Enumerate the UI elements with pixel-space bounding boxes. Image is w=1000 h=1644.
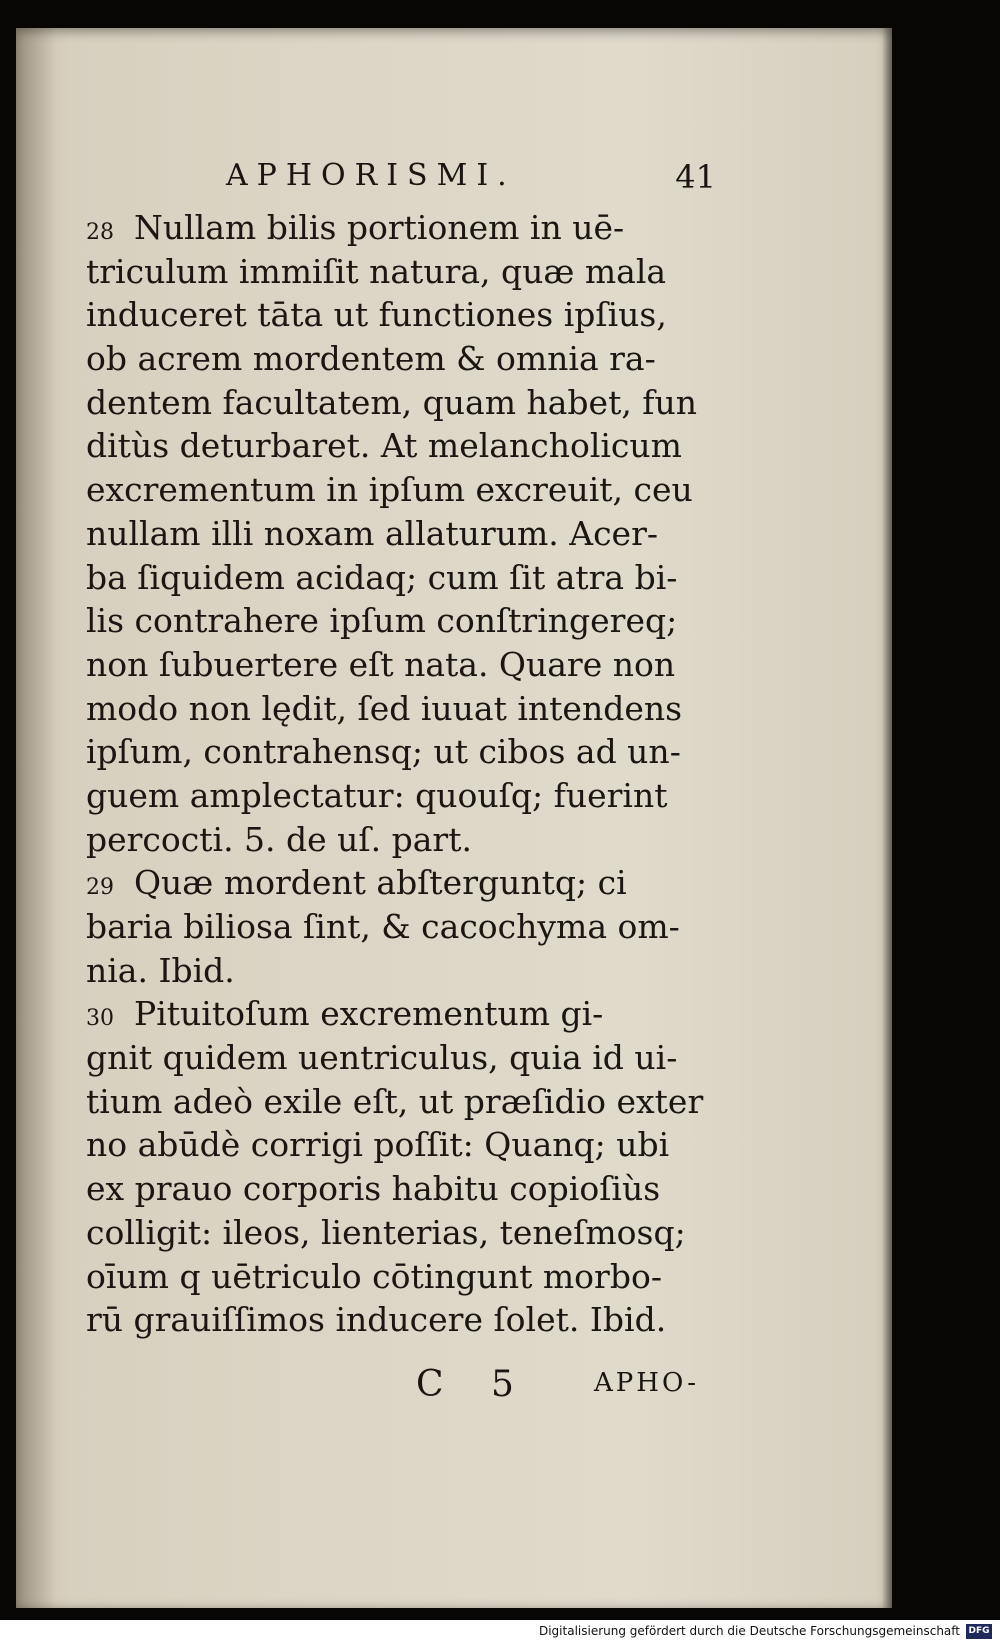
text-line: baria biliosa ſint, & cacochyma om- [86, 907, 680, 946]
page-number: 41 [675, 158, 716, 196]
text-line: gnit quidem uentriculus, quia id ui- [86, 1038, 678, 1078]
catchword: APHO- [594, 1368, 699, 1398]
text-line: non ſubuertere eſt nata. Quare non [86, 644, 676, 684]
aphorism-number: 30 [86, 1006, 114, 1032]
page-footer [416, 1364, 736, 1404]
funding-credit: Digitalisierung gefördert durch die Deutsche Forschungsgemeinschaft [538, 1624, 960, 1638]
page-fore-edge [882, 28, 892, 1608]
text-line: 28 Nullam bilis portionem in uē- [86, 206, 726, 250]
text-line: guem amplectatur: quouſq; fuerint [86, 775, 668, 815]
dfg-logo: DFG [966, 1624, 992, 1639]
aphorism-number: 28 [86, 220, 114, 245]
text-line: oīum q uētriculo cōtingunt morbo- [86, 1256, 662, 1296]
text-line: nia. Ibid. [86, 950, 235, 990]
text-line: 30 Pituitoſum excrementum gi- [86, 992, 726, 1036]
text-line: induceret tāta ut functiones ipſius, [86, 295, 667, 335]
text-line: ditùs deturbaret. At melancholicum [86, 426, 682, 466]
text-line: colligit: ileos, lienterias, teneſmosq; [86, 1212, 686, 1252]
text-line: ba ſiquidem acidaq; cum ſit atra bi- [86, 557, 678, 597]
credit-bar [0, 1620, 1000, 1644]
text-line: dentem facultatem, quam habet, fun [86, 382, 698, 422]
page-gutter [16, 28, 56, 1608]
page-text [86, 206, 726, 1342]
text-line: percocti. 5. de uſ. part. [86, 819, 472, 859]
text-line: modo non lędit, ſed iuuat intendens [86, 688, 683, 728]
text-line: ex prauo corporis habitu copioſiùs [86, 1169, 661, 1209]
text-line: tium adeò exile eſt, ut præſidio exter [86, 1081, 704, 1121]
text-line: 29 Quæ mordent abſterguntq; ci [86, 861, 726, 905]
text-line: no abūdè corrigi poſſit: Quanq; ubi [86, 1125, 670, 1165]
running-head: APHORISMI. [226, 158, 516, 193]
text-line: triculum immiſit natura, quæ mala [86, 251, 667, 291]
page-header [176, 158, 716, 198]
text-line: lis contrahere ipſum conſtringereq; [86, 601, 678, 641]
signature-mark: C 5 [416, 1364, 532, 1405]
book-page [16, 28, 892, 1608]
text-line: nullam illi noxam allaturum. Acer- [86, 513, 659, 553]
aphorism-number: 29 [86, 875, 114, 901]
text-line: rū grauiſſimos inducere ſolet. Ibid. [86, 1300, 667, 1340]
text-line: excrementum in ipſum excreuit, ceu [86, 470, 693, 510]
text-line: ipſum, contrahensq; ut cibos ad un- [86, 732, 681, 772]
text-line: ob acrem mordentem & omnia ra- [86, 339, 656, 379]
